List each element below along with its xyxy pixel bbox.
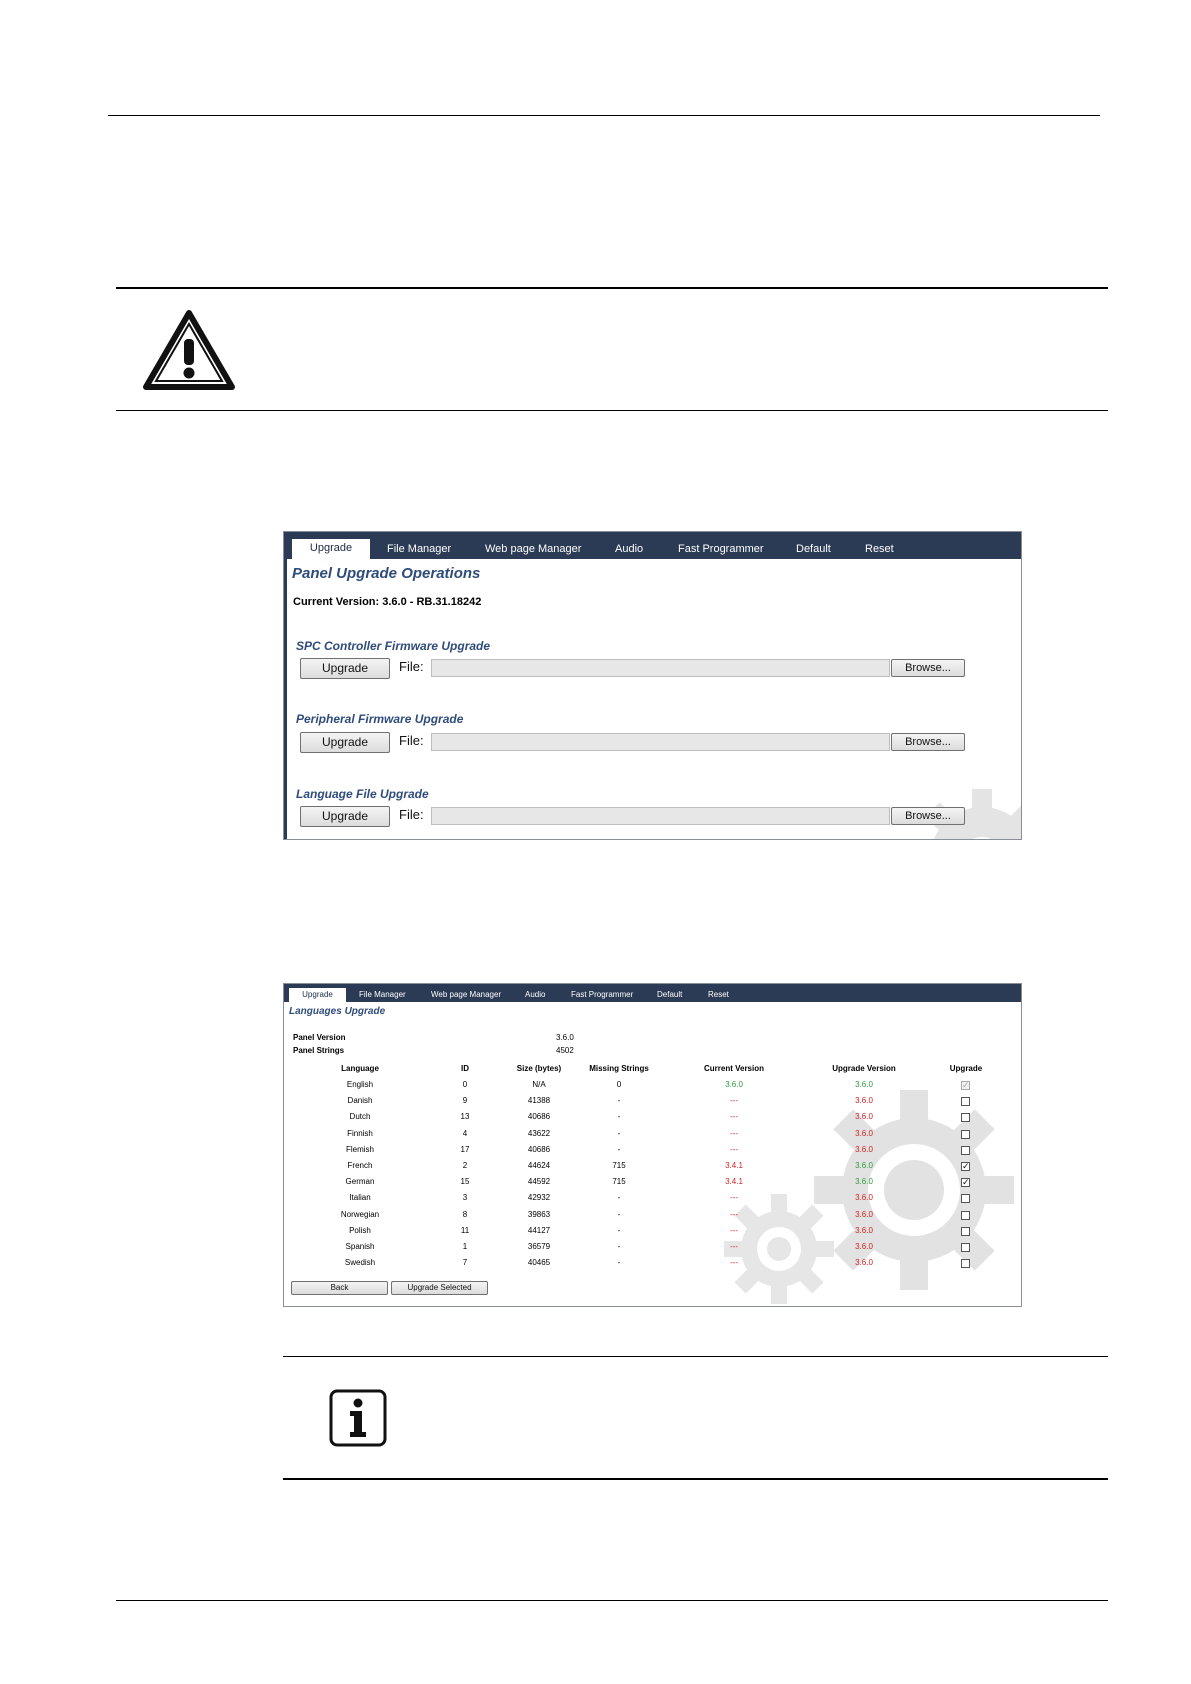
upgrade-button-peripheral-firmware[interactable]: Upgrade xyxy=(300,732,390,753)
cell-size: 44624 xyxy=(527,1161,551,1170)
header-current-version: Current Version xyxy=(703,1064,764,1073)
cell-missing-strings: - xyxy=(617,1209,621,1219)
tab-file-manager[interactable]: File Manager xyxy=(387,543,452,555)
cell-upgrade-version: 3.6.0 xyxy=(855,1209,873,1219)
upgrade-checkbox[interactable]: ✓ xyxy=(962,1161,970,1171)
cell-missing-strings: - xyxy=(617,1258,621,1268)
upgrade-button-language-file[interactable]: Upgrade xyxy=(300,806,390,827)
cell-id: 17 xyxy=(460,1144,470,1154)
cell-language: German xyxy=(345,1177,375,1187)
panel-upgrade-screenshot xyxy=(283,531,1022,840)
languages-upgrade-screenshot xyxy=(283,983,1022,1307)
file-label: File: xyxy=(399,733,424,748)
cell-upgrade-version: 3.6.0 xyxy=(855,1193,873,1203)
panel-strings-value: 4502 xyxy=(556,1046,574,1055)
cell-id: 15 xyxy=(460,1177,470,1187)
tab-bar xyxy=(284,532,1021,559)
cell-missing-strings: - xyxy=(617,1096,621,1106)
cell-current-version: --- xyxy=(730,1112,738,1122)
cell-language: French xyxy=(347,1161,373,1170)
upgrade-checkbox[interactable] xyxy=(961,1211,970,1220)
cell-id: 2 xyxy=(462,1161,468,1170)
cell-size: 42932 xyxy=(527,1193,551,1203)
cell-size: 40686 xyxy=(527,1112,551,1122)
cell-language: Polish xyxy=(349,1225,371,1235)
tab-reset[interactable]: Reset xyxy=(708,990,729,999)
cell-id: 13 xyxy=(460,1112,470,1122)
tab-audio[interactable]: Audio xyxy=(615,543,644,555)
header-rule xyxy=(108,115,1100,116)
cell-current-version: --- xyxy=(730,1128,738,1138)
tab-default[interactable]: Default xyxy=(657,990,683,999)
cell-size: 41388 xyxy=(527,1096,551,1106)
cell-id: 4 xyxy=(462,1128,468,1138)
cell-language: Italian xyxy=(349,1193,371,1203)
cell-missing-strings: - xyxy=(617,1112,621,1122)
cell-current-version: --- xyxy=(730,1209,738,1219)
cell-upgrade-version: 3.6.0 xyxy=(855,1258,873,1268)
file-path-input-controller-firmware[interactable] xyxy=(431,659,890,677)
panel-version-label: Panel Version xyxy=(293,1033,346,1042)
header-missing-strings: Missing Strings xyxy=(589,1064,649,1073)
upgrade-selected-button[interactable]: Upgrade Selected xyxy=(391,1281,488,1295)
cell-size: N/A xyxy=(532,1080,546,1089)
cell-upgrade-version: 3.6.0 xyxy=(855,1144,873,1154)
upgrade-checkbox[interactable] xyxy=(961,1259,970,1268)
cell-current-version: --- xyxy=(730,1225,738,1235)
cell-id: 7 xyxy=(462,1258,468,1268)
cell-missing-strings: - xyxy=(617,1193,621,1203)
cell-id: 8 xyxy=(462,1209,468,1219)
panel-version-value: 3.6.0 xyxy=(556,1033,574,1042)
cell-language: Dutch xyxy=(349,1112,371,1122)
cell-current-version: --- xyxy=(730,1242,738,1251)
back-button[interactable]: Back xyxy=(291,1281,388,1295)
tab-fast-programmer[interactable]: Fast Programmer xyxy=(678,543,764,555)
cell-size: 36579 xyxy=(527,1242,551,1251)
tab-default[interactable]: Default xyxy=(796,543,831,555)
file-label: File: xyxy=(399,659,424,674)
tab-audio[interactable]: Audio xyxy=(525,990,546,999)
tab-bar xyxy=(284,984,1021,1002)
upgrade-button-controller-firmware[interactable]: Upgrade xyxy=(300,658,390,679)
cell-language: Finnish xyxy=(347,1128,373,1138)
cell-id: 11 xyxy=(460,1225,470,1235)
tab-file-manager[interactable]: File Manager xyxy=(359,990,406,999)
cell-current-version: --- xyxy=(730,1258,738,1268)
upgrade-checkbox[interactable] xyxy=(961,1113,970,1122)
cell-language: English xyxy=(346,1080,374,1089)
upgrade-checkbox[interactable] xyxy=(961,1227,970,1236)
cell-language: Spanish xyxy=(345,1242,375,1251)
cell-upgrade-version: 3.6.0 xyxy=(855,1112,873,1122)
upgrade-checkbox[interactable] xyxy=(961,1130,970,1139)
upgrade-checkbox[interactable] xyxy=(961,1243,970,1252)
upgrade-checkbox[interactable] xyxy=(961,1097,970,1106)
cell-size: 39863 xyxy=(527,1209,551,1219)
file-label: File: xyxy=(399,807,424,822)
cell-language: Flemish xyxy=(345,1144,374,1154)
cell-id: 9 xyxy=(462,1096,468,1106)
info-icon xyxy=(329,1389,387,1447)
tab-upgrade[interactable]: Upgrade xyxy=(289,988,346,1002)
cell-language: Swedish xyxy=(344,1258,376,1268)
header-size: Size (bytes) xyxy=(516,1064,562,1073)
cell-language: Danish xyxy=(347,1096,373,1106)
warning-triangle-icon xyxy=(142,309,236,391)
section-heading-language-file: Language File Upgrade xyxy=(296,787,429,801)
cell-missing-strings: 0 xyxy=(616,1080,622,1089)
cell-missing-strings: 715 xyxy=(612,1161,626,1170)
current-version: Current Version: 3.6.0 - RB.31.18242 xyxy=(293,596,482,608)
upgrade-checkbox[interactable] xyxy=(961,1146,970,1155)
section-heading-peripheral-firmware: Peripheral Firmware Upgrade xyxy=(296,712,464,726)
panel-strings-label: Panel Strings xyxy=(293,1046,345,1055)
page-title: Panel Upgrade Operations xyxy=(292,565,481,582)
browse-button-controller-firmware[interactable]: Browse... xyxy=(891,659,965,677)
upgrade-checkbox[interactable] xyxy=(961,1194,970,1203)
cell-missing-strings: - xyxy=(617,1128,621,1138)
tab-web-page-manager[interactable]: Web page Manager xyxy=(485,543,582,555)
file-path-input-language-file[interactable] xyxy=(431,807,890,825)
cell-size: 40465 xyxy=(527,1258,551,1268)
header-id: ID xyxy=(461,1064,469,1073)
cell-current-version: --- xyxy=(730,1096,738,1106)
upgrade-checkbox[interactable]: ✓ xyxy=(962,1177,970,1188)
cell-missing-strings: - xyxy=(617,1144,621,1154)
cell-upgrade-version: 3.6.0 xyxy=(855,1096,873,1106)
cell-current-version: --- xyxy=(730,1193,738,1203)
page-title: Languages Upgrade xyxy=(289,1006,386,1017)
note-bottom-rule xyxy=(283,1478,1108,1480)
cell-size: 43622 xyxy=(527,1128,551,1138)
cell-upgrade-version: 3.6.0 xyxy=(855,1161,873,1170)
left-border xyxy=(284,559,287,839)
cell-size: 44127 xyxy=(527,1225,551,1235)
cell-missing-strings: 715 xyxy=(612,1177,626,1187)
cell-id: 3 xyxy=(462,1193,468,1203)
cell-missing-strings: - xyxy=(617,1225,621,1235)
tab-web-page-manager[interactable]: Web page Manager xyxy=(431,990,502,999)
cell-id: 1 xyxy=(462,1242,468,1251)
warning-bottom-rule xyxy=(116,410,1108,411)
cell-size: 44592 xyxy=(527,1177,551,1187)
cell-upgrade-version: 3.6.0 xyxy=(855,1242,873,1251)
cell-current-version: 3.4.1 xyxy=(725,1161,743,1170)
tab-reset[interactable]: Reset xyxy=(865,543,894,555)
file-path-input-peripheral-firmware[interactable] xyxy=(431,733,890,751)
cell-missing-strings: - xyxy=(617,1242,621,1251)
cell-id: 0 xyxy=(462,1080,468,1089)
cell-current-version: 3.6.0 xyxy=(725,1080,743,1089)
note-top-rule xyxy=(283,1356,1108,1357)
cell-upgrade-version: 3.6.0 xyxy=(855,1128,873,1138)
browse-button-peripheral-firmware[interactable]: Browse... xyxy=(891,733,965,751)
cell-size: 40686 xyxy=(527,1144,551,1154)
cell-language: Norwegian xyxy=(340,1209,380,1219)
warning-top-rule xyxy=(116,287,1108,289)
section-heading-controller-firmware: SPC Controller Firmware Upgrade xyxy=(296,639,491,653)
cell-upgrade-version: 3.6.0 xyxy=(855,1177,873,1187)
header-upgrade: Upgrade xyxy=(949,1064,983,1073)
upgrade-checkbox: ✓ xyxy=(962,1080,970,1090)
cell-upgrade-version: 3.6.0 xyxy=(855,1080,873,1089)
header-language: Language xyxy=(341,1064,379,1073)
browse-button-language-file[interactable]: Browse... xyxy=(891,807,965,825)
cell-upgrade-version: 3.6.0 xyxy=(855,1225,873,1235)
header-upgrade-version: Upgrade Version xyxy=(832,1064,896,1073)
tab-upgrade[interactable]: Upgrade xyxy=(292,539,370,559)
footer-rule xyxy=(116,1600,1108,1601)
cell-current-version: 3.4.1 xyxy=(725,1177,743,1187)
tab-fast-programmer[interactable]: Fast Programmer xyxy=(571,990,634,999)
cell-current-version: --- xyxy=(730,1144,738,1154)
